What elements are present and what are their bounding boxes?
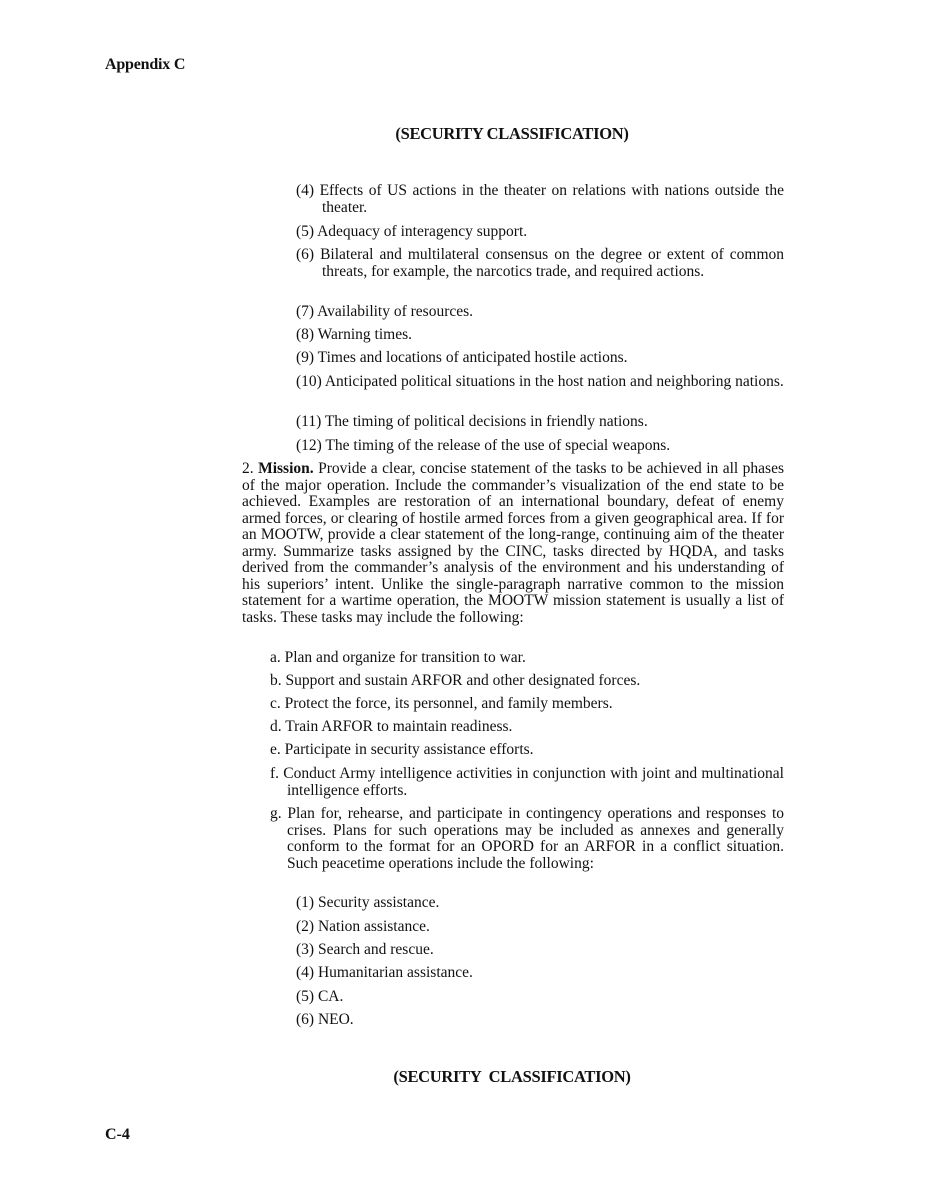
page-number: C-4	[105, 1126, 130, 1143]
appendix-label: Appendix C	[105, 56, 186, 73]
security-classification-bottom: (SECURITY CLASSIFICATION)	[393, 1067, 631, 1086]
list-item: (6) Bilateral and multilateral consensus on the degree or extent of common threats, for example, the narcotics trade, and required actions.	[296, 246, 784, 280]
peacetime-op-item: (6) NEO.	[296, 1011, 354, 1028]
mission-heading: Mission.	[258, 460, 314, 477]
mission-number: 2.	[242, 460, 254, 477]
task-item: g. Plan for, rehearse, and participate in contingency operations and responses to crises. Plans for such operations may be included as annexes and generally conform to the format for an OPORD for an ARFOR in a conflict situation. Such peacetime operations include the following:	[270, 805, 784, 872]
list-item: (4) Effects of US actions in the theater on relations with nations outside the theater.	[296, 182, 784, 216]
task-item: d. Train ARFOR to maintain readiness.	[270, 718, 513, 735]
task-item: e. Participate in security assistance efforts.	[270, 741, 534, 758]
security-classification-top: (SECURITY CLASSIFICATION)	[395, 124, 629, 143]
peacetime-op-item: (1) Security assistance.	[296, 894, 440, 911]
list-item: (5) Adequacy of interagency support.	[296, 223, 528, 240]
peacetime-op-item: (2) Nation assistance.	[296, 918, 430, 935]
task-item: a. Plan and organize for transition to war.	[270, 649, 526, 666]
peacetime-op-item: (4) Humanitarian assistance.	[296, 964, 473, 981]
task-item: b. Support and sustain ARFOR and other designated forces.	[270, 672, 641, 689]
list-item: (11) The timing of political decisions in friendly nations.	[296, 413, 648, 430]
list-item: (10) Anticipated political situations in the host nation and neighboring nations.	[296, 373, 784, 390]
list-item: (7) Availability of resources.	[296, 303, 474, 320]
mission-body: Provide a clear, concise statement of the tasks to be achieved in all phases of the major operation. Include the commander’s visualization of the end state to be achieved. Examples are restoration of an international boundary, defeat of enemy armed forces, or clearing of hostile armed forces from a given geographical area. If for an MOOTW, provide a clear statement of the long-range, continuing aim of the theater army. Summarize tasks assigned by the CINC, tasks directed by HQDA, and tasks derived from the commander’s analysis of the environment and his understanding of his superiors’ intent. Unlike the single-paragraph narrative common to the mission statement for a wartime operation, the MOOTW mission statement is usually a list of tasks. These tasks may include the following:	[242, 460, 784, 626]
mission-paragraph	[242, 461, 784, 626]
task-item: f. Conduct Army intelligence activities in conjunction with joint and multinational intelligence efforts.	[270, 765, 784, 799]
peacetime-op-item: (5) CA.	[296, 988, 344, 1005]
list-item: (8) Warning times.	[296, 326, 412, 343]
task-item: c. Protect the force, its personnel, and family members.	[270, 695, 613, 712]
peacetime-op-item: (3) Search and rescue.	[296, 941, 434, 958]
list-item: (12) The timing of the release of the use of special weapons.	[296, 437, 671, 454]
list-item: (9) Times and locations of anticipated hostile actions.	[296, 349, 628, 366]
